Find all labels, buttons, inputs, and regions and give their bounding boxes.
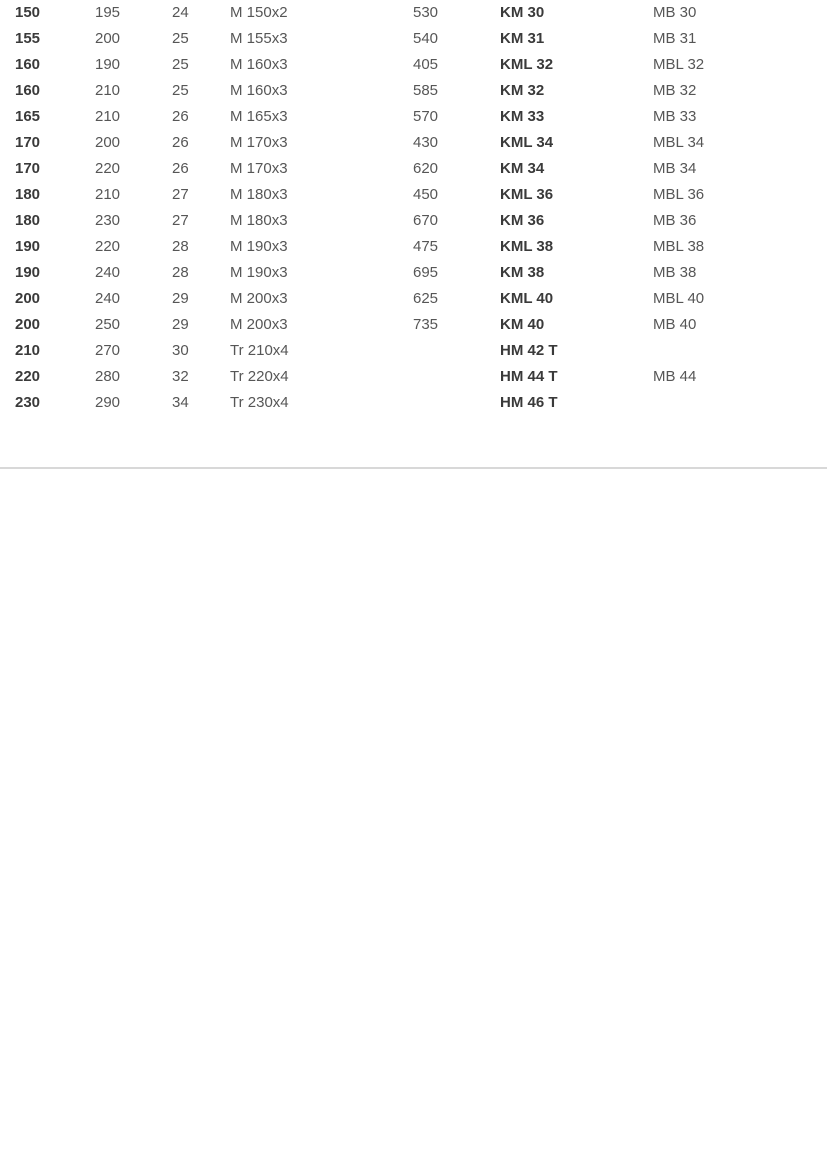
table-cell: 190 xyxy=(15,264,41,281)
table-cell: KM 33 xyxy=(500,108,545,125)
table-cell: KML 36 xyxy=(500,186,554,203)
table-row xyxy=(0,312,827,338)
table-cell: 27 xyxy=(172,186,189,203)
table-cell: 620 xyxy=(413,160,439,177)
table-cell: M 190x3 xyxy=(230,264,288,281)
table-cell: 735 xyxy=(413,316,439,333)
table-cell: 230 xyxy=(15,394,41,411)
table-row xyxy=(0,26,827,52)
table-cell: 200 xyxy=(95,30,121,47)
table-cell: 240 xyxy=(95,264,121,281)
table-cell: 190 xyxy=(15,238,41,255)
table-cell: HM 44 T xyxy=(500,368,558,385)
table-cell: MB 38 xyxy=(653,264,697,281)
catalog-table xyxy=(0,0,827,416)
table-row xyxy=(0,260,827,286)
table-row xyxy=(0,130,827,156)
table-cell: MB 34 xyxy=(653,160,697,177)
table-cell: MBL 40 xyxy=(653,290,705,307)
table-cell: 26 xyxy=(172,134,189,151)
table-cell: HM 46 T xyxy=(500,394,558,411)
table-cell: 180 xyxy=(15,186,41,203)
table-cell: 32 xyxy=(172,368,189,385)
table-cell: 530 xyxy=(413,4,439,21)
table-cell: MB 36 xyxy=(653,212,697,229)
table-row xyxy=(0,234,827,260)
table-row xyxy=(0,0,827,26)
table-cell: 475 xyxy=(413,238,439,255)
table-cell: M 170x3 xyxy=(230,134,288,151)
table-cell: 570 xyxy=(413,108,439,125)
table-cell: 180 xyxy=(15,212,41,229)
table-cell: 280 xyxy=(95,368,121,385)
table-cell: KML 40 xyxy=(500,290,554,307)
table-cell: 170 xyxy=(15,160,41,177)
table-cell xyxy=(413,364,500,390)
table-cell: KM 34 xyxy=(500,160,545,177)
table-cell: 170 xyxy=(15,134,41,151)
table-cell: 155 xyxy=(15,30,41,47)
table-cell: 200 xyxy=(15,290,41,307)
table-cell: Tr 220x4 xyxy=(230,368,289,385)
table-cell: 450 xyxy=(413,186,439,203)
table-cell: 250 xyxy=(95,316,121,333)
table-cell: M 170x3 xyxy=(230,160,288,177)
table-cell: KML 38 xyxy=(500,238,554,255)
table-cell: MBL 34 xyxy=(653,134,705,151)
table-row xyxy=(0,182,827,208)
table-cell: MBL 32 xyxy=(653,56,705,73)
table-row xyxy=(0,338,827,364)
table-cell: M 160x3 xyxy=(230,82,288,99)
table-cell: M 150x2 xyxy=(230,4,288,21)
table-row xyxy=(0,104,827,130)
table-cell: 34 xyxy=(172,394,189,411)
table-cell: Tr 230x4 xyxy=(230,394,289,411)
table-cell: 220 xyxy=(15,368,41,385)
table-cell: 26 xyxy=(172,108,189,125)
table-cell: M 180x3 xyxy=(230,186,288,203)
table-row xyxy=(0,286,827,312)
table-row xyxy=(0,364,827,390)
table-cell: MB 44 xyxy=(653,368,697,385)
table-cell: 540 xyxy=(413,30,439,47)
table-cell: MB 33 xyxy=(653,108,697,125)
table-cell: M 180x3 xyxy=(230,212,288,229)
table-cell: KM 31 xyxy=(500,30,545,47)
table-cell: 200 xyxy=(15,316,41,333)
table-cell: KML 32 xyxy=(500,56,554,73)
table-cell: MB 32 xyxy=(653,82,697,99)
table-cell: M 160x3 xyxy=(230,56,288,73)
table-cell: KM 38 xyxy=(500,264,545,281)
table-cell: 28 xyxy=(172,238,189,255)
table-row xyxy=(0,156,827,182)
table-cell: 26 xyxy=(172,160,189,177)
table-cell: MBL 38 xyxy=(653,238,705,255)
table-cell: 30 xyxy=(172,342,189,359)
table-cell: 695 xyxy=(413,264,439,281)
table-cell: KM 40 xyxy=(500,316,545,333)
table-cell: 24 xyxy=(172,4,189,21)
table-cell: MB 30 xyxy=(653,4,697,21)
table-cell: 28 xyxy=(172,264,189,281)
table-cell: Tr 210x4 xyxy=(230,342,289,359)
table-cell: HM 42 T xyxy=(500,342,558,359)
table-cell: 200 xyxy=(95,134,121,151)
table-cell: 190 xyxy=(95,56,121,73)
table-cell: MB 40 xyxy=(653,316,697,333)
table-cell: KML 34 xyxy=(500,134,554,151)
table-cell: 210 xyxy=(95,186,121,203)
table-cell: 670 xyxy=(413,212,439,229)
table-cell: 405 xyxy=(413,56,439,73)
table-cell: KM 32 xyxy=(500,82,545,99)
table-row xyxy=(0,78,827,104)
table-cell: 160 xyxy=(15,82,41,99)
table-cell: M 200x3 xyxy=(230,290,288,307)
table-cell: 270 xyxy=(95,342,121,359)
table-cell: 160 xyxy=(15,56,41,73)
table-cell: 210 xyxy=(95,108,121,125)
table-cell: 230 xyxy=(95,212,121,229)
table-cell xyxy=(413,338,500,364)
table-cell: MB 31 xyxy=(653,30,697,47)
table-cell xyxy=(413,390,500,416)
table-cell: 625 xyxy=(413,290,439,307)
table-cell: 25 xyxy=(172,82,189,99)
section-divider xyxy=(0,467,827,469)
table-cell: 25 xyxy=(172,56,189,73)
table-cell: 29 xyxy=(172,290,189,307)
table-cell: 240 xyxy=(95,290,121,307)
table-cell: M 165x3 xyxy=(230,108,288,125)
table-cell: 430 xyxy=(413,134,439,151)
table-cell: 165 xyxy=(15,108,41,125)
table-cell: 29 xyxy=(172,316,189,333)
table-cell: M 190x3 xyxy=(230,238,288,255)
table-cell: 290 xyxy=(95,394,121,411)
table-cell xyxy=(653,338,827,364)
table-cell: KM 30 xyxy=(500,4,545,21)
table-cell: 585 xyxy=(413,82,439,99)
table-row xyxy=(0,52,827,78)
table-cell: M 155x3 xyxy=(230,30,288,47)
table-cell: MBL 36 xyxy=(653,186,705,203)
table-cell: 210 xyxy=(15,342,41,359)
table-row xyxy=(0,390,827,416)
table-cell: 220 xyxy=(95,160,121,177)
table-row xyxy=(0,208,827,234)
table-cell: 150 xyxy=(15,4,41,21)
table-cell: 195 xyxy=(95,4,121,21)
table-cell xyxy=(653,390,827,416)
table-cell: 25 xyxy=(172,30,189,47)
table-cell: KM 36 xyxy=(500,212,545,229)
table-cell: 210 xyxy=(95,82,121,99)
table-cell: 220 xyxy=(95,238,121,255)
table-cell: M 200x3 xyxy=(230,316,288,333)
table-cell: 27 xyxy=(172,212,189,229)
